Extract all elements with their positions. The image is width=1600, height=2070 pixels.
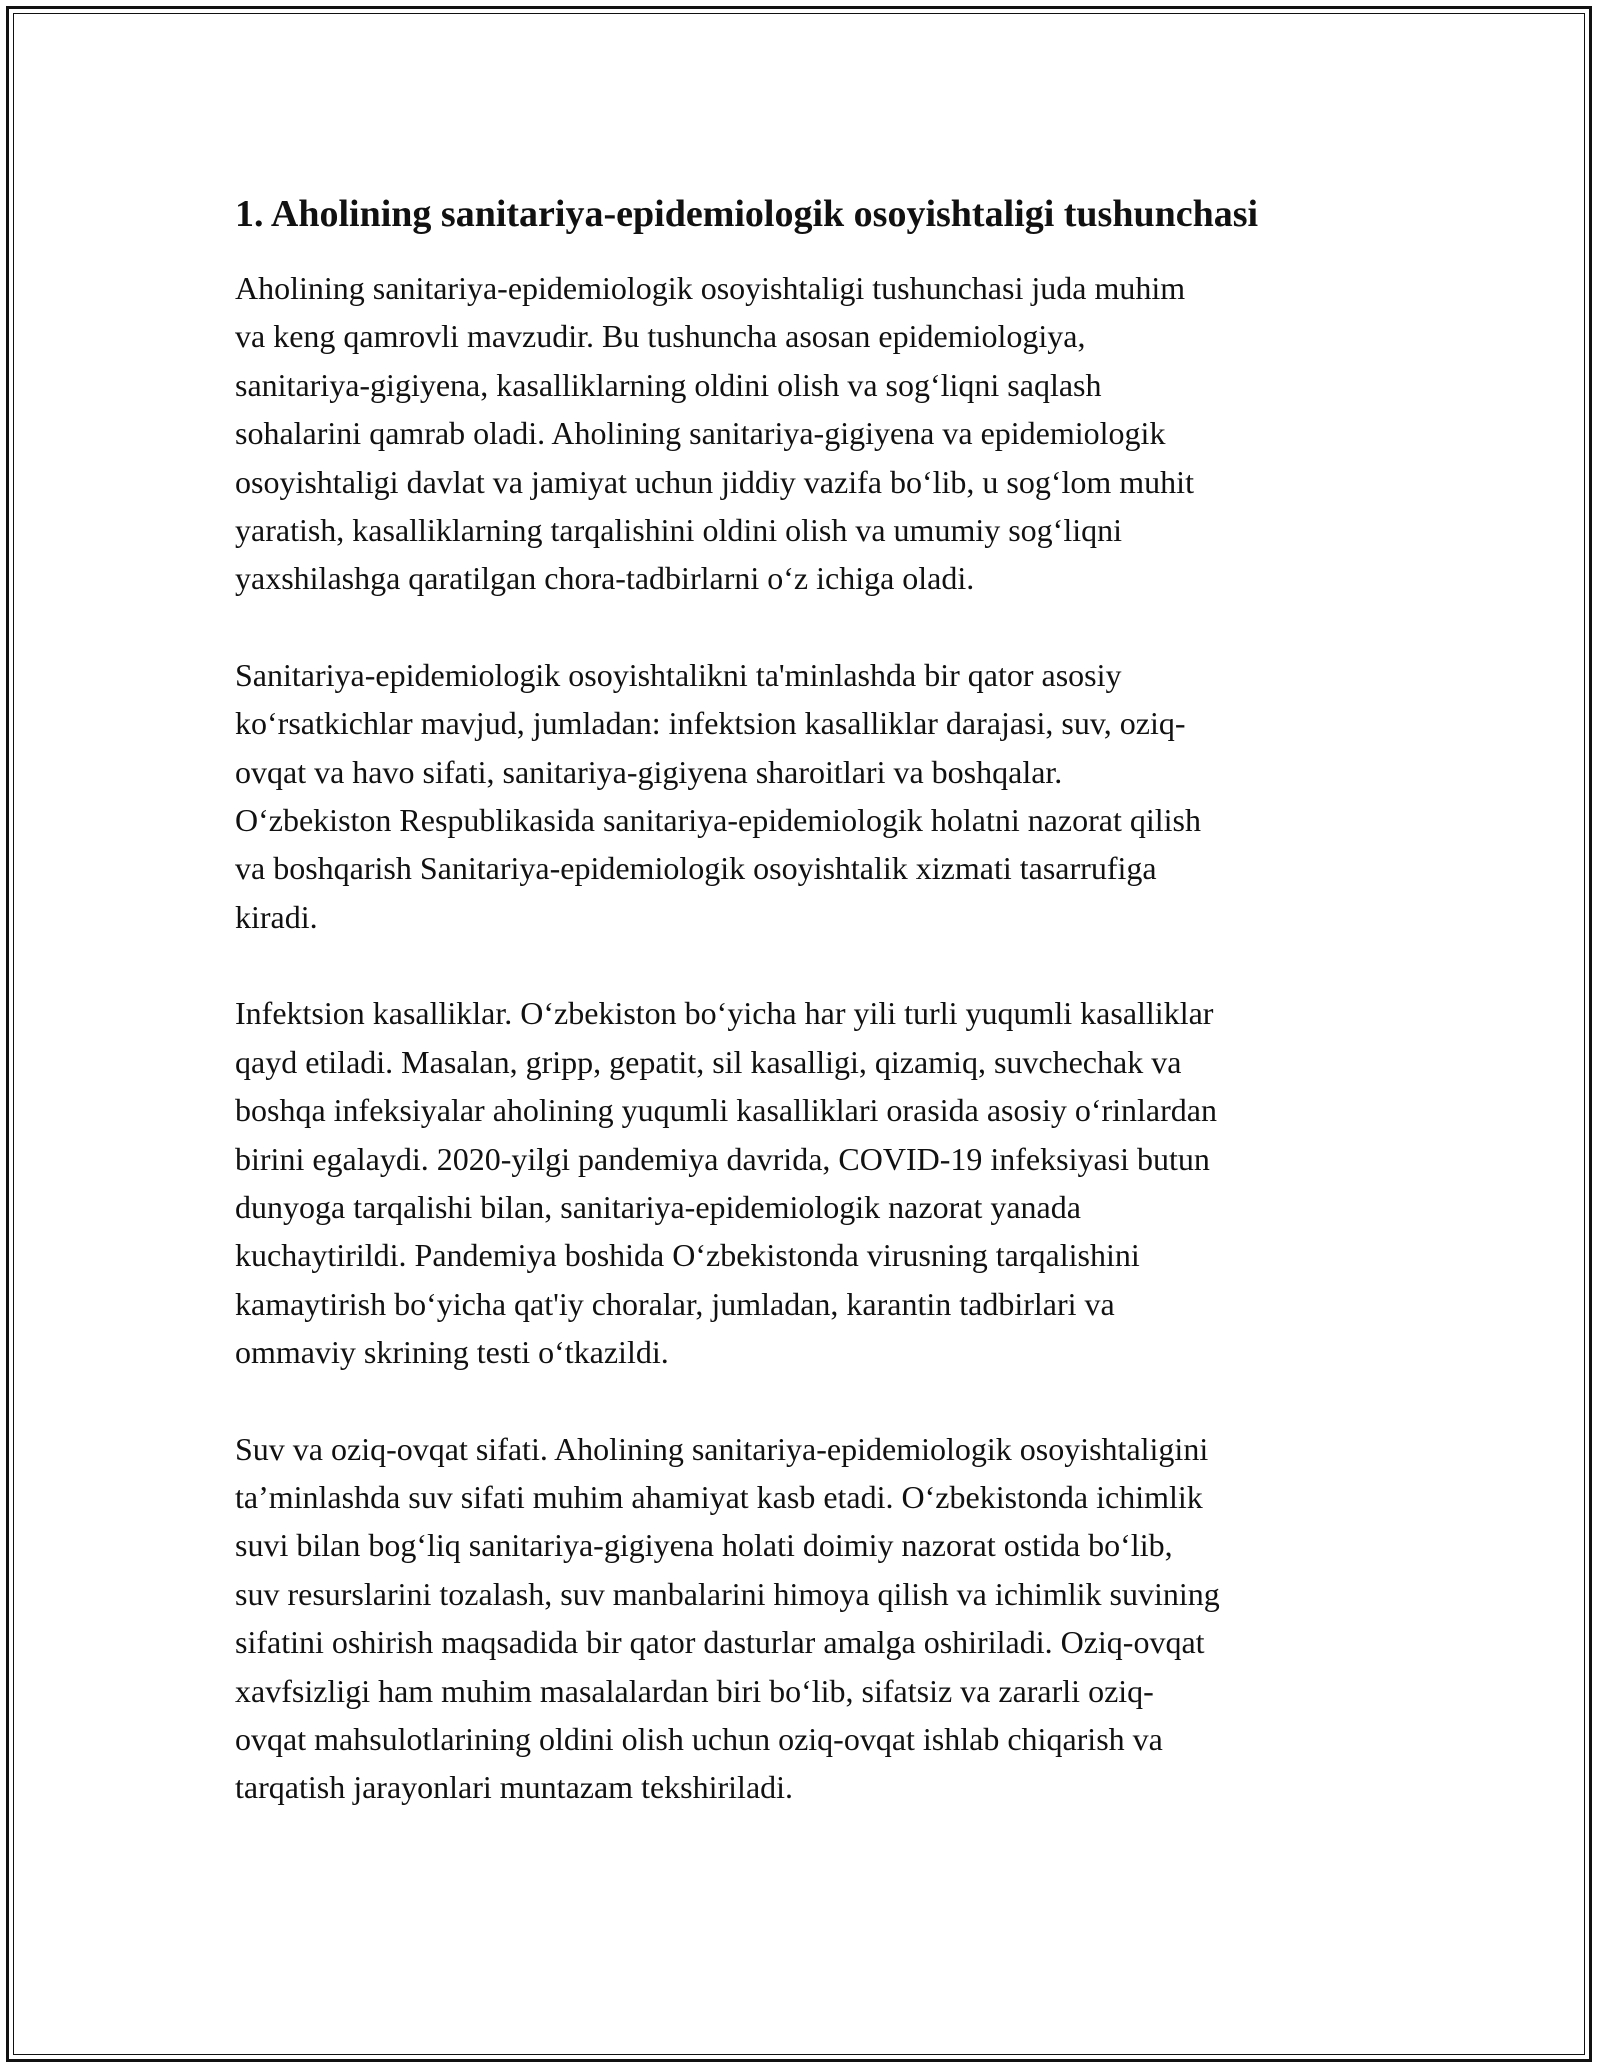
text-line: qayd etiladi. Masalan, gripp, gepatit, sil kasalligi, qizamiq, suvchechak va xyxy=(235,1043,1182,1080)
section-heading: 1. Aholining sanitariya-epidemiologik osoyishtaligi tushunchasi xyxy=(235,193,1259,235)
text-line: ko‘rsatkichlar mavjud, jumladan: infektsion kasalliklar darajasi, suv, oziq- xyxy=(235,705,1186,742)
text-line: dunyoga tarqalishi bilan, sanitariya-epidemiologik nazorat yanada xyxy=(235,1188,1081,1225)
text-line: kuchaytirildi. Pandemiya boshida O‘zbekistonda virusning tarqalishini xyxy=(235,1237,1140,1274)
text-line: Infektsion kasalliklar. O‘zbekiston bo‘yicha har yili turli yuqumli kasalliklar xyxy=(235,995,1214,1032)
text-line: ovqat mahsulotlarining oldini olish uchun oziq-ovqat ishlab chiqarish va xyxy=(235,1720,1163,1757)
text-line: sanitariya-gigiyena, kasalliklarning oldini olish va sog‘liqni saqlash xyxy=(235,366,1102,403)
text-line: kiradi. xyxy=(235,898,318,935)
text-line: va keng qamrovli mavzudir. Bu tushuncha asosan epidemiologiya, xyxy=(235,318,1086,355)
text-line: Sanitariya-epidemiologik osoyishtalikni ta'minlashda bir qator asosiy xyxy=(235,656,1122,693)
text-line: boshqa infeksiyalar aholining yuqumli kasalliklari orasida asosiy o‘rinlardan xyxy=(235,1092,1217,1129)
text-line: suvi bilan bog‘liq sanitariya-gigiyena holati doimiy nazorat ostida bo‘lib, xyxy=(235,1527,1173,1564)
text-line: kamaytirish bo‘yicha qat'iy choralar, jumladan, karantin tadbirlari va xyxy=(235,1285,1115,1322)
text-line: ommaviy skrining testi o‘tkazildi. xyxy=(235,1334,669,1371)
text-line: ta’minlashda suv sifati muhim ahamiyat kasb etadi. O‘zbekistonda ichimlik xyxy=(235,1478,1203,1515)
paragraph-infectious-diseases xyxy=(235,989,1370,1376)
text-line: sohalarini qamrab oladi. Aholining sanitariya-gigiyena va epidemiologik xyxy=(235,415,1166,452)
text-line: yaxshilashga qaratilgan chora-tadbirlarni o‘z ichiga oladi. xyxy=(235,560,975,597)
paragraph-intro xyxy=(235,264,1370,603)
text-line: tarqatish jarayonlari muntazam tekshiriladi. xyxy=(235,1769,794,1806)
text-line: sifatini oshirish maqsadida bir qator dasturlar amalga oshiriladi. Oziq-ovqat xyxy=(235,1624,1205,1661)
paragraph-water-food-quality xyxy=(235,1425,1370,1812)
text-line: ovqat va havo sifati, sanitariya-gigiyena sharoitlari va boshqalar. xyxy=(235,753,1063,790)
text-line: O‘zbekiston Respublikasida sanitariya-epidemiologik holatni nazorat qilish xyxy=(235,802,1201,839)
text-line: suv resurslarini tozalash, suv manbalarini himoya qilish va ichimlik suvining xyxy=(235,1575,1220,1612)
text-line: Aholining sanitariya-epidemiologik osoyishtaligi tushunchasi juda muhim xyxy=(235,270,1186,306)
text-line: osoyishtaligi davlat va jamiyat uchun jiddiy vazifa bo‘lib, u sog‘lom muhit xyxy=(235,463,1194,500)
text-line: va boshqarish Sanitariya-epidemiologik osoyishtalik xizmati tasarrufiga xyxy=(235,850,1157,887)
text-line: yaratish, kasalliklarning tarqalishini oldini olish va umumiy sog‘liqni xyxy=(235,512,1122,549)
text-line: Suv va oziq-ovqat sifati. Aholining sanitariya-epidemiologik osoyishtaligini xyxy=(235,1430,1209,1467)
text-line: xavfsizligi ham muhim masalalardan biri bo‘lib, sifatsiz va zararli oziq- xyxy=(235,1672,1154,1709)
document-body xyxy=(235,188,1370,1860)
text-line: birini egalaydi. 2020-yilgi pandemiya davrida, COVID-19 infeksiyasi butun xyxy=(235,1140,1210,1177)
paragraph-indicators xyxy=(235,651,1370,941)
